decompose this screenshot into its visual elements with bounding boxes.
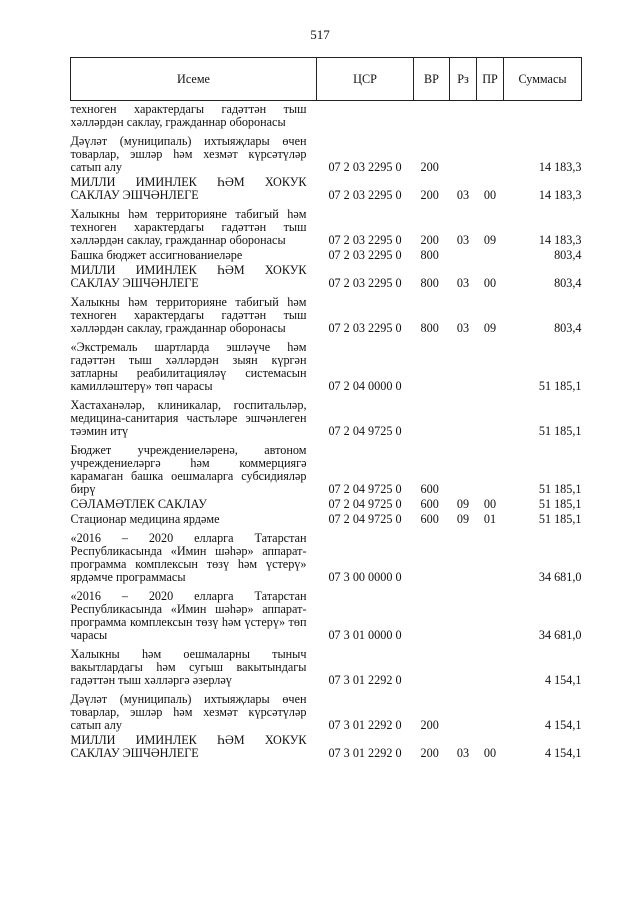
cell-sum: 51 185,1 — [538, 378, 582, 393]
cell-name: Халыкны һәм территорияне табигый һәм техноген характердагы гадәттән тыш хәлләрдән саклау, гражданнар оборонасы — [70, 206, 307, 247]
cell-csr: 07 2 03 2295 0 — [328, 320, 402, 335]
cell-name: МИЛЛИ ИМИНЛЕК ҺӘМ ХОКУК САКЛАУ ЭШЧӘНЛЕГЕ — [70, 262, 307, 290]
cell-pr — [477, 247, 504, 262]
cell-csr: 07 2 04 9725 0 — [328, 423, 402, 438]
cell-name: «2016 – 2020 елларга Татарстан Республикасында «Имин шәһәр» аппарат-программа комплексын төзү һәм үстерү» төп чарасы — [70, 588, 307, 642]
cell-name: Башка бюджет ассигнованиеләре — [70, 247, 243, 262]
header-sum: Суммасы — [504, 58, 582, 101]
header-rz: Рз — [450, 58, 477, 101]
cell-sum: 803,4 — [554, 247, 582, 262]
cell-sum: 4 154,1 — [544, 745, 582, 760]
table-row — [71, 496, 582, 511]
cell-sum: 51 185,1 — [538, 423, 582, 438]
cell-vr: 600 — [420, 511, 439, 526]
cell-vr: 800 — [420, 247, 439, 262]
cell-pr: 09 — [483, 320, 497, 335]
cell-vr: 200 — [420, 232, 439, 247]
cell-vr — [414, 526, 450, 584]
cell-sum: 34 681,0 — [538, 627, 582, 642]
cell-vr — [414, 584, 450, 642]
table-row — [71, 584, 582, 642]
cell-rz — [450, 642, 477, 687]
cell-sum: 4 154,1 — [544, 672, 582, 687]
cell-sum: 51 185,1 — [538, 496, 582, 511]
table-row — [71, 526, 582, 584]
cell-name: Дәүләт (муниципаль) ихтыяҗлары өчен товарлар, эшләр һәм хезмәт күрсәтүләр сатып алу — [70, 133, 307, 174]
cell-vr — [414, 393, 450, 438]
cell-rz — [450, 526, 477, 584]
table-row — [71, 174, 582, 202]
table-row — [71, 335, 582, 393]
cell-pr — [477, 101, 504, 129]
cell-name: Хастаханәләр, клиникалар, госпитальләр, медицина-санитария частьләре эшчәнлеген тәэмин итү — [70, 397, 307, 438]
cell-rz — [450, 584, 477, 642]
cell-vr: 200 — [420, 159, 439, 174]
cell-rz — [450, 438, 477, 496]
cell-csr: 07 2 04 0000 0 — [328, 378, 402, 393]
cell-csr: 07 2 04 9725 0 — [328, 481, 402, 496]
cell-pr — [477, 526, 504, 584]
cell-csr: 07 3 01 2292 0 — [328, 717, 402, 732]
cell-name: Халыкны һәм оешмаларны тыныч вакытлардагы һәм сугыш вакытындагы гадәттән тыш хәлләргә әзерләү — [70, 646, 307, 687]
cell-name: Халыкны һәм территорияне табигый һәм техноген характердагы гадәттән тыш хәлләрдән саклау, гражданнар оборонасы — [70, 294, 307, 335]
cell-pr — [477, 584, 504, 642]
cell-pr — [477, 335, 504, 393]
budget-table — [70, 57, 582, 760]
cell-rz — [450, 687, 477, 732]
header-csr: ЦСР — [317, 58, 414, 101]
cell-rz — [450, 247, 477, 262]
cell-csr: 07 2 03 2295 0 — [328, 275, 402, 290]
cell-rz: 03 — [456, 745, 470, 760]
cell-vr: 200 — [420, 717, 439, 732]
cell-sum: 803,4 — [554, 275, 582, 290]
cell-csr: 07 2 03 2295 0 — [328, 232, 402, 247]
table-row — [71, 687, 582, 732]
cell-rz: 03 — [456, 232, 470, 247]
cell-rz: 09 — [456, 496, 470, 511]
cell-pr: 00 — [483, 187, 497, 202]
cell-name: «2016 – 2020 елларга Татарстан Республикасында «Имин шәһәр» аппарат-программа комплексын төзү һәм үстерү» ярдәмче программасы — [70, 530, 307, 584]
cell-csr: 07 2 03 2295 0 — [328, 187, 402, 202]
cell-rz — [450, 335, 477, 393]
cell-csr: 07 2 04 9725 0 — [328, 496, 402, 511]
cell-vr: 600 — [420, 496, 439, 511]
table-row — [71, 511, 582, 526]
cell-csr: 07 3 01 2292 0 — [328, 672, 402, 687]
table-header — [71, 58, 582, 101]
cell-pr: 01 — [483, 511, 497, 526]
table-row — [71, 438, 582, 496]
cell-sum: 14 183,3 — [538, 232, 582, 247]
cell-sum: 34 681,0 — [538, 569, 582, 584]
cell-pr: 00 — [483, 496, 497, 511]
cell-vr: 800 — [420, 275, 439, 290]
cell-csr: 07 2 03 2295 0 — [328, 159, 402, 174]
cell-pr — [477, 642, 504, 687]
cell-csr: 07 3 00 0000 0 — [328, 569, 402, 584]
cell-pr: 00 — [483, 275, 497, 290]
table-row — [71, 732, 582, 760]
cell-sum — [504, 101, 582, 129]
cell-rz: 09 — [456, 511, 470, 526]
cell-vr: 600 — [420, 481, 439, 496]
header-name: Исеме — [71, 58, 317, 101]
cell-rz: 03 — [456, 275, 470, 290]
cell-csr: 07 3 01 0000 0 — [328, 627, 402, 642]
cell-name: Дәүләт (муниципаль) ихтыяҗлары өчен товарлар, эшләр һәм хезмәт күрсәтүләр сатып алу — [70, 691, 307, 732]
cell-rz — [450, 101, 477, 129]
cell-name: Стационар медицина ярдәме — [70, 511, 220, 526]
page-number: 517 — [310, 27, 330, 42]
cell-rz — [450, 129, 477, 174]
cell-rz: 03 — [456, 320, 470, 335]
cell-rz — [450, 393, 477, 438]
cell-pr — [477, 438, 504, 496]
header-pr: ПР — [477, 58, 504, 101]
cell-rz: 03 — [456, 187, 470, 202]
cell-vr — [414, 101, 450, 129]
cell-csr: 07 2 03 2295 0 — [328, 247, 402, 262]
cell-vr: 800 — [420, 320, 439, 335]
cell-csr — [317, 101, 414, 129]
cell-name: Бюджет учреждениеләренә, автоном учреждениеләргә һәм коммерциягә карамаган башка оешмаларга субсидияләр бирү — [70, 442, 307, 496]
table-row — [71, 393, 582, 438]
cell-vr — [414, 642, 450, 687]
cell-name: «Экстремаль шартларда эшләүче һәм гадәттән тыш хәлләрдән зыян күргән затларны реабилитацияләү системасын камилләштерү» төп чарасы — [70, 339, 307, 393]
cell-sum: 51 185,1 — [538, 481, 582, 496]
table-row — [71, 202, 582, 247]
cell-pr: 09 — [483, 232, 497, 247]
cell-sum: 14 183,3 — [538, 159, 582, 174]
table-row — [71, 129, 582, 174]
cell-pr: 00 — [483, 745, 497, 760]
cell-name: СӘЛАМӘТЛЕК САКЛАУ — [70, 496, 207, 511]
cell-sum: 803,4 — [554, 320, 582, 335]
cell-vr: 200 — [420, 187, 439, 202]
cell-name: МИЛЛИ ИМИНЛЕК ҺӘМ ХОКУК САКЛАУ ЭШЧӘНЛЕГЕ — [70, 732, 307, 760]
header-vr: ВР — [414, 58, 450, 101]
cell-pr — [477, 687, 504, 732]
cell-sum: 4 154,1 — [544, 717, 582, 732]
table-row — [71, 101, 582, 129]
cell-name: техноген характердагы гадәттән тыш хәлләрдән саклау, гражданнар оборонасы — [70, 101, 307, 129]
cell-vr — [414, 335, 450, 393]
table-row — [71, 642, 582, 687]
cell-csr: 07 3 01 2292 0 — [328, 745, 402, 760]
table-row — [71, 290, 582, 335]
cell-sum: 14 183,3 — [538, 187, 582, 202]
cell-pr — [477, 129, 504, 174]
cell-pr — [477, 393, 504, 438]
cell-csr: 07 2 04 9725 0 — [328, 511, 402, 526]
table-row — [71, 262, 582, 290]
table-body — [71, 101, 582, 760]
cell-sum: 51 185,1 — [538, 511, 582, 526]
cell-vr: 200 — [420, 745, 439, 760]
cell-name: МИЛЛИ ИМИНЛЕК ҺӘМ ХОКУК САКЛАУ ЭШЧӘНЛЕГЕ — [70, 174, 307, 202]
table-row — [71, 247, 582, 262]
